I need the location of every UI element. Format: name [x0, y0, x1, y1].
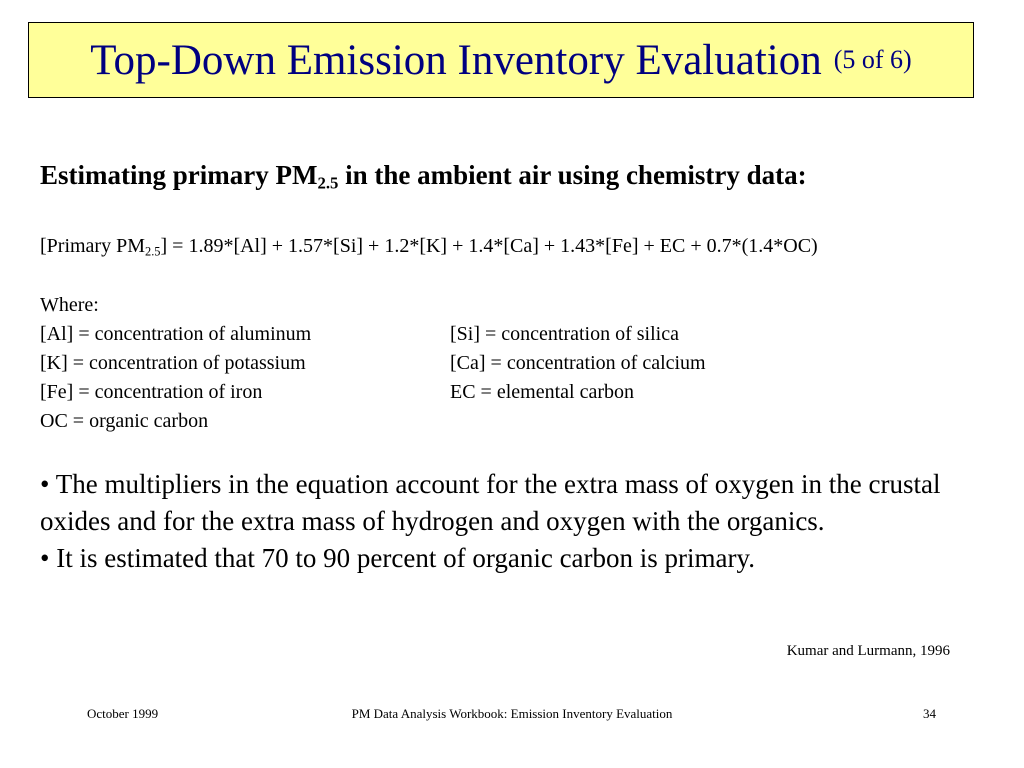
- definition-ca: [Ca] = concentration of calcium: [450, 352, 706, 374]
- definition-row: [40, 410, 706, 439]
- equation-start: [Primary PM: [40, 235, 145, 257]
- section-heading: [40, 160, 807, 191]
- definition-si: [Si] = concentration of silica: [450, 323, 679, 345]
- definition-fe: [Fe] = concentration of iron: [40, 381, 263, 403]
- title-banner: [28, 22, 974, 98]
- definition-k: [K] = concentration of potassium: [40, 352, 306, 374]
- definition-row: [40, 323, 706, 352]
- footer-title: PM Data Analysis Workbook: Emission Inventory Evaluation: [351, 706, 673, 721]
- definition-row: [40, 352, 706, 381]
- definitions-list: [40, 323, 706, 439]
- equation: [40, 235, 818, 258]
- footer-date: October 1999: [87, 706, 159, 721]
- page-number: 34: [923, 706, 936, 721]
- slide-title-counter: (5 of 6): [833, 45, 912, 74]
- definition-oc: OC = organic carbon: [40, 410, 209, 432]
- definition-row: [40, 381, 706, 410]
- heading-subscript: 2.5: [317, 173, 339, 193]
- definition-ec: EC = elemental carbon: [450, 381, 634, 403]
- heading-text-end: in the ambient air using chemistry data:: [338, 160, 807, 190]
- citation: Kumar and Lurmann, 1996: [786, 643, 950, 659]
- bullet-list: [40, 466, 1008, 577]
- equation-subscript: 2.5: [145, 244, 161, 259]
- equation-end: ] = 1.89*[Al] + 1.57*[Si] + 1.2*[K] + 1.4*[Ca] + 1.43*[Fe] + EC + 0.7*(1.4*OC): [160, 235, 818, 257]
- slide-title: Top-Down Emission Inventory Evaluation: [90, 36, 822, 84]
- heading-text-start: Estimating primary PM: [40, 160, 318, 190]
- bullet-primary-oc: • It is estimated that 70 to 90 percent of organic carbon is primary.: [40, 543, 755, 573]
- bullet-multipliers: • The multipliers in the equation account for the extra mass of oxygen in the crustal oxides and for the extra mass of hydrogen and oxygen with the organics.: [40, 469, 941, 536]
- definition-al: [Al] = concentration of aluminum: [40, 323, 312, 345]
- where-label: Where:: [40, 294, 99, 316]
